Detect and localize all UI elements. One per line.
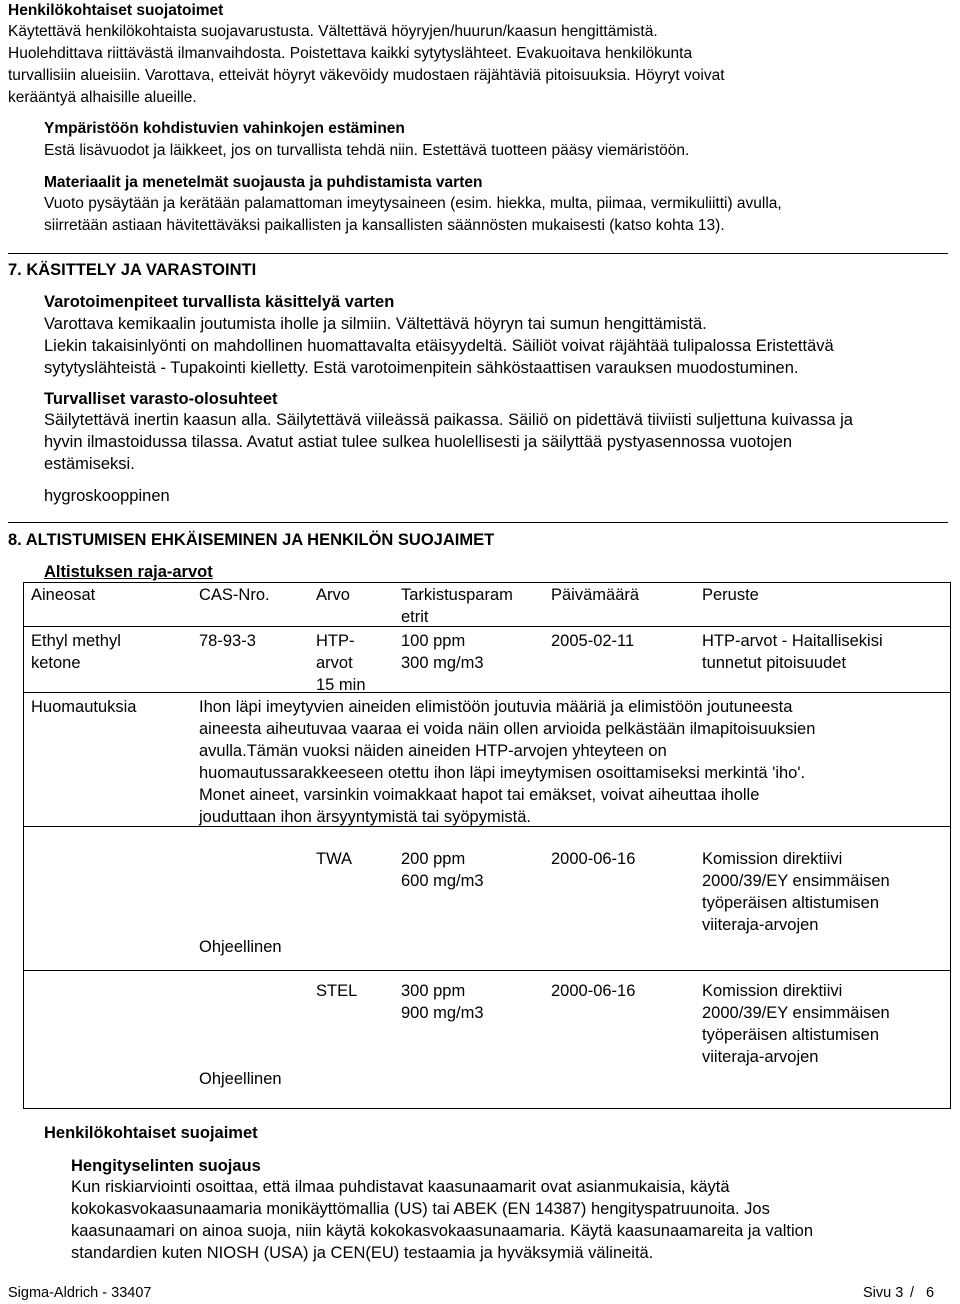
storage-line-2: hyvin ilmastoidussa tilassa. Avatut astiat tulee sulkea huolellisesti ja säilyttää pystyasennossa vuotojen	[44, 433, 793, 451]
row3-basis-line-1: Komission direktiivi	[702, 982, 843, 1000]
header-cas: CAS-Nro.	[199, 586, 270, 604]
respiratory-heading: Hengityselinten suojaus	[71, 1157, 261, 1175]
row1-basis-line-2: tunnetut pitoisuudet	[702, 654, 847, 672]
handling-line-3: sytytyslähteistä - Tupakointi kielletty. Estä varotoimenpitein sähköstaattisen varauksen muodostuminen.	[44, 359, 799, 377]
header-basis: Peruste	[702, 586, 759, 604]
row3-params-line-2: 900 mg/m3	[401, 1004, 484, 1022]
row3-date: 2000-06-16	[551, 982, 636, 1000]
row1-value-line-1: HTP-	[316, 632, 355, 650]
table-top-border	[23, 582, 951, 583]
handling-line-1: Varottava kemikaalin joutumista iholle ja silmiin. Vältettävä höyryn tai sumun hengittämistä.	[44, 315, 707, 333]
row2-type: TWA	[316, 850, 353, 868]
header-substance: Aineosat	[31, 586, 96, 604]
row2-params-line-1: 200 ppm	[401, 850, 466, 868]
remarks-line-4: huomautussarakkeeseen otettu ihon läpi imeytymisen osoittamiseksi merkintä 'iho'.	[199, 764, 806, 782]
row2-label: Ohjeellinen	[199, 938, 282, 956]
row1-basis-line-1: HTP-arvot - Haitallisekisi	[702, 632, 883, 650]
exposure-limits-heading: Altistuksen raja-arvot	[44, 563, 213, 581]
ppe-heading: Henkilökohtaiset suojaimet	[44, 1124, 258, 1142]
section-8-rule	[8, 522, 948, 523]
row1-value-line-2: arvot	[316, 654, 353, 672]
handling-line-2: Liekin takaisinlyönti on mahdollinen huomattavalta etäisyydeltä. Säiliöt voivat räjähtää tulipalossa Eristettävä	[44, 337, 834, 355]
footer-page-label: Sivu 3	[863, 1285, 904, 1301]
row3-basis-line-4: viiteraja-arvojen	[702, 1048, 819, 1066]
storage-line-3: estämiseksi.	[44, 455, 135, 473]
remarks-line-1: Ihon läpi imeytyvien aineiden elimistöön joutuvia määriä ja elimistöön joutuneesta	[199, 698, 793, 716]
cleanup-line-2: siirretään astiaan hävitettäväksi paikallisten ja kansallisten säännösten mukaisesti (katso kohta 13).	[44, 217, 725, 234]
remarks-line-5: Monet aineet, varsinkin voimakkaat hapot tai emäkset, voivat aiheuttaa iholle	[199, 786, 760, 804]
row2-basis-line-2: 2000/39/EY ensimmäisen	[702, 872, 890, 890]
personal-precautions-heading: Henkilökohtaiset suojatoimet	[8, 2, 224, 19]
remarks-line-6: jouduttaan ihon ärsyyntymistä tai syöpymistä.	[199, 808, 531, 826]
cleanup-line-1: Vuoto pysäytään ja kerätään palamattoman imeytysaineen (esim. hiekka, multa, piimaa, vermikuliitti) avulla,	[44, 195, 782, 212]
remarks-line-3: avulla.Tämän vuoksi näiden aineiden HTP-arvojen yhteyteen on	[199, 742, 667, 760]
row3-params-line-1: 300 ppm	[401, 982, 466, 1000]
personal-precautions-line-1: Käytettävä henkilökohtaista suojavarustusta. Vältettävä höyryjen/huurun/kaasun hengittämistä.	[8, 23, 658, 40]
row1-params-line-1: 100 ppm	[401, 632, 466, 650]
environmental-line-1: Estä lisävuodot ja läikkeet, jos on turvallista tehdä niin. Estettävä tuotteen pääsy viemäristöön.	[44, 142, 690, 159]
row2-basis-line-1: Komission direktiivi	[702, 850, 843, 868]
table-header-divider	[23, 626, 951, 627]
row1-params-line-2: 300 mg/m3	[401, 654, 484, 672]
row1-cas: 78-93-3	[199, 632, 256, 650]
row3-basis-line-2: 2000/39/EY ensimmäisen	[702, 1004, 890, 1022]
row1-substance-line-2: ketone	[31, 654, 81, 672]
table-row-divider	[23, 692, 951, 693]
row2-date: 2000-06-16	[551, 850, 636, 868]
respiratory-line-1: Kun riskiarviointi osoittaa, että ilmaa puhdistavat kaasunaamarit ovat asianmukaisia, käytä	[71, 1178, 730, 1196]
footer-page-total: 6	[926, 1285, 935, 1301]
row3-type: STEL	[316, 982, 358, 1000]
row2-basis-line-3: työperäisen altistumisen	[702, 894, 880, 912]
remarks-line-2: aineesta aiheutuvaa vaaraa ei voida näin ollen arvioida pelkästään ilmapitoisuuksien	[199, 720, 816, 738]
section-8-title: 8. ALTISTUMISEN EHKÄISEMINEN JA HENKILÖN SUOJAIMET	[8, 531, 495, 549]
table-right-border	[950, 582, 951, 1109]
row1-value-line-3: 15 min	[316, 676, 366, 694]
section-7-title: 7. KÄSITTELY JA VARASTOINTI	[8, 261, 257, 279]
header-params-line-2: etrit	[401, 608, 429, 626]
row2-basis-line-4: viiteraja-arvojen	[702, 916, 819, 934]
header-value: Arvo	[316, 586, 350, 604]
personal-precautions-line-4: kerääntyä alhaisille alueille.	[8, 89, 197, 106]
remarks-label: Huomautuksia	[31, 698, 137, 716]
header-date: Päivämäärä	[551, 586, 640, 604]
respiratory-line-3: kaasunaamari on ainoa suoja, niin käytä kokokasvokaasunaamaria. Käytä kaasunaamareita ja valtion	[71, 1222, 814, 1240]
row3-label: Ohjeellinen	[199, 1070, 282, 1088]
footer-page-slash: /	[910, 1285, 915, 1301]
table-bottom-border	[23, 1108, 951, 1109]
row1-substance-line-1: Ethyl methyl	[31, 632, 121, 650]
cleanup-heading: Materiaalit ja menetelmät suojausta ja puhdistamista varten	[44, 174, 483, 191]
row3-basis-line-3: työperäisen altistumisen	[702, 1026, 880, 1044]
personal-precautions-line-3: turvallisiin alueisiin. Varottava, etteivät höyryt väkevöidy mudostaen räjähtäviä pitoisuuksia. Höyryt voivat	[8, 67, 725, 84]
respiratory-line-2: kokokasvokaasunaamaria monikäyttömallia (US) tai ABEK (EN 14387) hengityspatruunoita. Jos	[71, 1200, 770, 1218]
personal-precautions-line-2: Huolehdittava riittävästä ilmanvaihdosta. Poistettava kaikki sytytyslähteet. Evakuoitava henkilökunta	[8, 45, 693, 62]
table-left-border	[23, 582, 24, 1109]
storage-note: hygroskooppinen	[44, 487, 170, 505]
row1-date: 2005-02-11	[551, 632, 635, 650]
footer-company: Sigma-Aldrich - 33407	[8, 1285, 152, 1301]
storage-heading: Turvalliset varasto-olosuhteet	[44, 390, 278, 408]
row2-params-line-2: 600 mg/m3	[401, 872, 484, 890]
environmental-heading: Ympäristöön kohdistuvien vahinkojen estäminen	[44, 120, 405, 137]
handling-heading: Varotoimenpiteet turvallista käsittelyä varten	[44, 293, 395, 311]
section-7-rule	[8, 253, 948, 254]
table-twa-divider	[23, 970, 951, 971]
storage-line-1: Säilytettävä inertin kaasun alla. Säilytettävä viileässä paikassa. Säiliö on pidettävä tiiviisti suljettuna kuivassa ja	[44, 411, 853, 429]
header-params-line-1: Tarkistusparam	[401, 586, 513, 604]
respiratory-line-4: standardien kuten NIOSH (USA) ja CEN(EU) testaamia ja hyväksymiä välineitä.	[71, 1244, 654, 1262]
